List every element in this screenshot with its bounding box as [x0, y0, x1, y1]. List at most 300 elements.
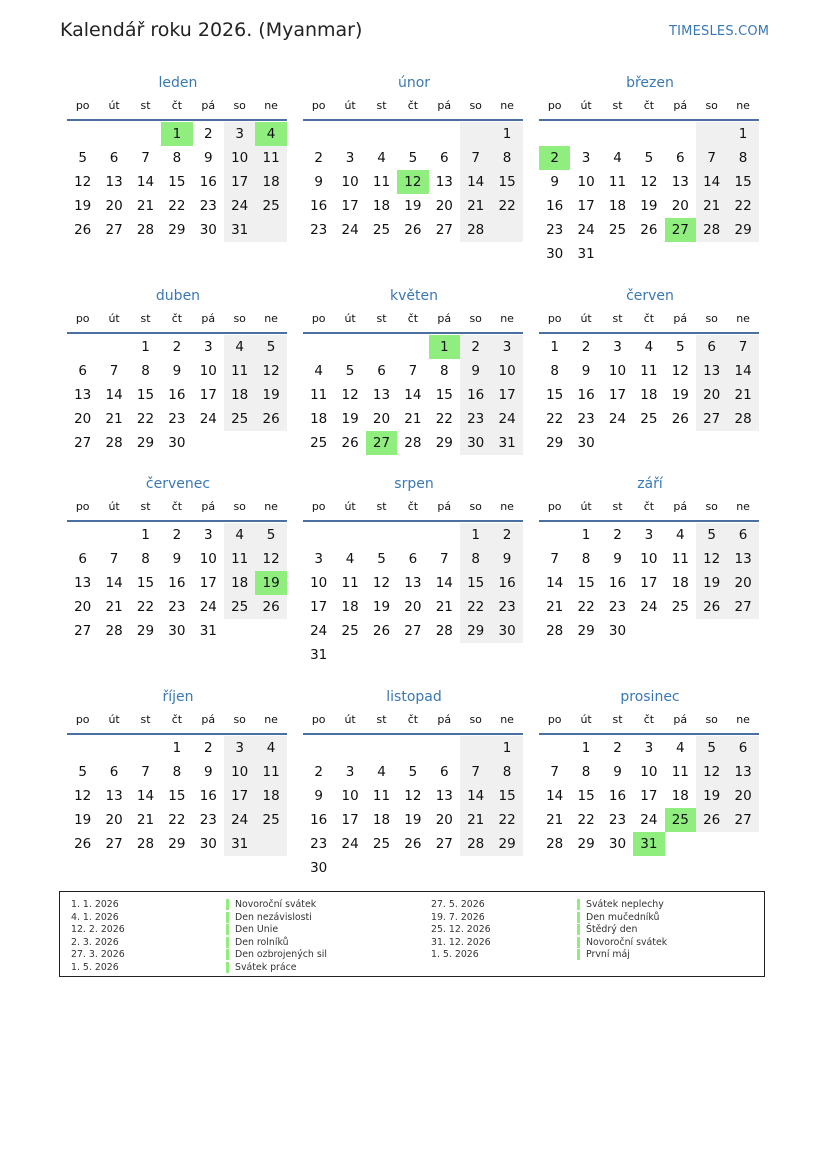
calendar-day: 26 — [74, 836, 92, 852]
legend-names-column — [577, 899, 667, 962]
calendar-day: 17 — [498, 387, 516, 403]
calendar-day: 31 — [310, 647, 328, 663]
calendar-day: 19 — [404, 812, 422, 828]
legend-date: 1. 5. 2026 — [71, 961, 119, 973]
weekday-label: so — [233, 713, 246, 726]
calendar-day: 1 — [581, 527, 591, 543]
calendar-day: 11 — [671, 764, 689, 780]
weekday-label: so — [469, 500, 482, 513]
weekday-label: čt — [407, 713, 419, 726]
calendar-day: 16 — [310, 812, 328, 828]
calendar-day: 15 — [546, 387, 564, 403]
calendar-day: 5 — [644, 150, 654, 166]
calendar-day: 24 — [608, 411, 627, 427]
calendar-day: 25 — [310, 435, 328, 451]
month-name: duben — [155, 288, 201, 304]
calendar-day: 5 — [408, 764, 418, 780]
calendar-day: 26 — [262, 599, 280, 615]
calendar-day: 2 — [581, 339, 591, 355]
calendar-day: 18 — [262, 788, 280, 804]
calendar-day: 30 — [608, 623, 627, 639]
weekday-label: po — [547, 713, 562, 726]
calendar-day: 9 — [471, 363, 480, 379]
month-name: říjen — [162, 689, 194, 705]
calendar-day: 4 — [345, 551, 355, 567]
calendar-day: 13 — [435, 174, 453, 190]
calendar-day: 31 — [199, 623, 217, 639]
calendar-day: 22 — [577, 812, 595, 828]
calendar-day: 30 — [608, 836, 627, 852]
calendar-day: 14 — [467, 788, 485, 804]
calendar-day: 11 — [310, 387, 328, 403]
calendar-day: 5 — [78, 150, 87, 166]
calendar-day: 24 — [231, 198, 249, 214]
weekday-label: ne — [264, 99, 278, 112]
weekday-label: čt — [171, 713, 183, 726]
holiday-day: 25 — [665, 808, 696, 832]
calendar-day: 26 — [341, 435, 359, 451]
weekday-label: út — [344, 312, 356, 325]
calendar-day: 15 — [467, 575, 485, 591]
weekday-label: st — [376, 312, 387, 325]
weekday-label: po — [311, 713, 326, 726]
calendar-day: 25 — [372, 836, 391, 852]
calendar-day: 8 — [172, 764, 182, 780]
weekday-label: st — [140, 312, 151, 325]
calendar-day: 6 — [439, 764, 449, 780]
calendar-day: 27 — [105, 222, 123, 238]
calendar-day: 27 — [74, 623, 92, 639]
calendar-day: 31 — [498, 435, 516, 451]
calendar-day: 29 — [734, 222, 752, 238]
month-8 — [539, 474, 761, 684]
calendar-day: 16 — [546, 198, 564, 214]
calendar-day: 29 — [136, 435, 155, 451]
legend-holiday-name: Den ozbrojených sil — [226, 949, 327, 960]
month-6 — [67, 474, 289, 684]
calendar-day: 10 — [341, 174, 359, 190]
calendar-day: 27 — [435, 222, 453, 238]
calendar-day: 26 — [703, 812, 721, 828]
weekday-label: so — [705, 99, 718, 112]
month-5 — [539, 286, 761, 496]
calendar-day: 8 — [581, 551, 591, 567]
calendar-day: 2 — [502, 527, 512, 543]
weekday-label: čt — [407, 99, 419, 112]
weekday-header — [539, 496, 759, 522]
calendar-day: 7 — [109, 363, 119, 379]
month-10 — [303, 687, 525, 897]
calendar-day: 23 — [498, 599, 516, 615]
calendar-day: 6 — [109, 764, 119, 780]
calendar-day: 23 — [199, 198, 217, 214]
calendar-day: 28 — [467, 836, 485, 852]
calendar-day: 23 — [608, 599, 627, 615]
calendar-day: 28 — [734, 411, 752, 427]
calendar-day: 31 — [231, 222, 249, 238]
calendar-day: 29 — [577, 836, 595, 852]
calendar-day: 16 — [168, 387, 186, 403]
calendar-day: 19 — [640, 198, 658, 214]
calendar-day: 20 — [105, 812, 123, 828]
calendar-day: 8 — [502, 764, 512, 780]
weekday-label: po — [75, 99, 90, 112]
weekday-header — [539, 95, 759, 121]
calendar-day: 22 — [577, 599, 595, 615]
weekday-label: ne — [500, 713, 514, 726]
weekday-label: čt — [407, 312, 419, 325]
calendar-day: 30 — [199, 222, 217, 238]
calendar-day: 9 — [172, 551, 182, 567]
calendar-day: 23 — [577, 411, 595, 427]
calendar-day: 29 — [467, 623, 485, 639]
calendar-day: 29 — [435, 435, 453, 451]
calendar-day: 26 — [703, 599, 721, 615]
holiday-day: 4 — [255, 122, 286, 146]
calendar-day: 21 — [435, 599, 453, 615]
calendar-day: 17 — [199, 575, 217, 591]
calendar-day: 15 — [498, 174, 516, 190]
calendar-day: 26 — [404, 836, 422, 852]
weekday-label: pá — [437, 312, 452, 325]
calendar-day: 14 — [404, 387, 422, 403]
calendar-day: 14 — [703, 174, 721, 190]
holiday-day: 27 — [665, 218, 696, 242]
calendar-day: 15 — [577, 575, 595, 591]
calendar-day: 20 — [105, 198, 123, 214]
weekday-label: po — [547, 500, 562, 513]
calendar-day: 26 — [671, 411, 689, 427]
legend-names-column — [226, 899, 327, 974]
weekday-label: st — [140, 500, 151, 513]
month-3 — [67, 286, 289, 496]
calendar-day: 28 — [703, 222, 721, 238]
calendar-day: 25 — [262, 198, 280, 214]
calendar-day: 7 — [439, 551, 449, 567]
weekday-label: út — [580, 500, 592, 513]
month-name: červenec — [145, 476, 211, 492]
calendar-day: 23 — [168, 411, 186, 427]
calendar-day: 5 — [266, 339, 276, 355]
weekday-label: so — [469, 312, 482, 325]
calendar-day: 28 — [404, 435, 422, 451]
calendar-day: 30 — [199, 836, 217, 852]
calendar-day: 10 — [310, 575, 328, 591]
calendar-day: 4 — [613, 150, 622, 166]
holiday-day: 1 — [429, 335, 460, 359]
calendar-day: 19 — [703, 575, 721, 591]
calendar-day: 4 — [644, 339, 654, 355]
calendar-day: 14 — [467, 174, 485, 190]
calendar-day: 18 — [372, 198, 391, 214]
weekday-header — [539, 709, 759, 735]
calendar-day: 22 — [168, 812, 186, 828]
legend-holiday-name: Den nezávislosti — [226, 912, 312, 923]
calendar-day: 4 — [235, 527, 244, 543]
weekday-label: ne — [736, 500, 750, 513]
calendar-day: 11 — [608, 174, 627, 190]
calendar-day: 9 — [613, 551, 622, 567]
calendar-day: 30 — [498, 623, 516, 639]
calendar-day: 7 — [141, 764, 150, 780]
calendar-day: 1 — [141, 527, 150, 543]
calendar-day: 17 — [199, 387, 217, 403]
weekday-label: čt — [643, 500, 655, 513]
calendar-day: 21 — [467, 198, 485, 214]
calendar-day: 16 — [199, 788, 217, 804]
weekday-label: po — [311, 312, 326, 325]
calendar-day: 6 — [408, 551, 418, 567]
calendar-day: 19 — [341, 411, 359, 427]
calendar-day: 31 — [231, 836, 249, 852]
calendar-day: 20 — [703, 387, 721, 403]
calendar-day: 9 — [172, 363, 182, 379]
calendar-day: 21 — [734, 387, 752, 403]
calendar-day: 13 — [734, 551, 752, 567]
calendar-day: 27 — [734, 599, 752, 615]
weekday-label: út — [108, 312, 120, 325]
calendar-day: 13 — [734, 764, 752, 780]
calendar-day: 10 — [199, 363, 217, 379]
calendar-day: 30 — [168, 623, 186, 639]
calendar-day: 2 — [314, 150, 323, 166]
weekday-label: st — [376, 99, 387, 112]
weekday-label: po — [75, 312, 90, 325]
calendar-day: 12 — [74, 788, 92, 804]
calendar-day: 12 — [703, 764, 721, 780]
calendar-day: 29 — [498, 836, 516, 852]
calendar-day: 24 — [640, 812, 658, 828]
calendar-day: 3 — [581, 150, 591, 166]
calendar-day: 16 — [498, 575, 516, 591]
month-11 — [539, 687, 761, 897]
calendar-day: 22 — [467, 599, 485, 615]
calendar-day: 21 — [467, 812, 485, 828]
calendar-day: 2 — [471, 339, 480, 355]
legend-holiday-name: Novoroční svátek — [577, 937, 667, 948]
calendar-day: 13 — [703, 363, 721, 379]
calendar-day: 19 — [74, 812, 92, 828]
weekday-label: st — [612, 312, 623, 325]
legend-holiday-name: První máj — [577, 949, 630, 960]
calendar-day: 3 — [502, 339, 512, 355]
calendar-day: 8 — [172, 150, 182, 166]
calendar-day: 29 — [168, 222, 186, 238]
calendar-day: 5 — [675, 339, 685, 355]
weekday-label: pá — [437, 500, 452, 513]
calendar-day: 5 — [266, 527, 276, 543]
weekday-label: pá — [673, 312, 688, 325]
weekday-header — [67, 709, 287, 735]
calendar-day: 17 — [341, 812, 359, 828]
month-name: únor — [397, 75, 431, 91]
calendar-day: 14 — [136, 174, 155, 190]
calendar-day: 4 — [377, 764, 386, 780]
calendar-day: 4 — [675, 740, 685, 756]
calendar-day: 11 — [262, 764, 280, 780]
calendar-day: 20 — [74, 599, 92, 615]
calendar-day: 14 — [105, 575, 123, 591]
calendar-day: 21 — [546, 812, 564, 828]
calendar-day: 4 — [377, 150, 386, 166]
calendar-day: 24 — [231, 812, 249, 828]
calendar-day: 1 — [471, 527, 480, 543]
calendar-day: 24 — [310, 623, 328, 639]
weekday-header — [539, 308, 759, 334]
calendar-day: 16 — [608, 575, 627, 591]
holiday-legend — [59, 891, 765, 977]
weekday-label: pá — [201, 500, 216, 513]
calendar-day: 8 — [502, 150, 512, 166]
legend-date: 1. 5. 2026 — [431, 949, 479, 960]
calendar-day: 17 — [608, 387, 627, 403]
calendar-day: 5 — [707, 740, 716, 756]
weekday-label: st — [612, 500, 623, 513]
calendar-day: 28 — [136, 836, 155, 852]
month-name: květen — [390, 288, 438, 304]
calendar-day: 18 — [231, 575, 249, 591]
calendar-day: 28 — [435, 623, 453, 639]
legend-dates-column — [431, 899, 491, 962]
calendar-day: 3 — [644, 527, 654, 543]
calendar-day: 11 — [372, 788, 391, 804]
calendar-day: 21 — [404, 411, 422, 427]
calendar-day: 21 — [105, 599, 123, 615]
calendar-day: 8 — [471, 551, 480, 567]
calendar-day: 24 — [199, 599, 217, 615]
calendar-day: 25 — [640, 411, 658, 427]
calendar-day: 11 — [671, 551, 689, 567]
calendar-day: 11 — [262, 150, 280, 166]
calendar-day: 6 — [109, 150, 119, 166]
calendar-day: 16 — [199, 174, 217, 190]
weekday-label: st — [612, 99, 623, 112]
calendar-day: 8 — [738, 150, 748, 166]
weekday-label: čt — [643, 713, 655, 726]
legend-date: 27. 3. 2026 — [71, 949, 125, 960]
calendar-day: 25 — [608, 222, 627, 238]
weekday-label: st — [140, 99, 151, 112]
weekday-header — [67, 95, 287, 121]
calendar-day: 4 — [675, 527, 685, 543]
calendar-day: 11 — [341, 575, 359, 591]
calendar-day: 18 — [671, 788, 689, 804]
weekday-label: st — [376, 713, 387, 726]
calendar-day: 24 — [341, 222, 359, 238]
weekday-label: po — [75, 500, 90, 513]
calendar-day: 17 — [640, 575, 658, 591]
calendar-day: 2 — [613, 527, 622, 543]
calendar-day: 14 — [734, 363, 752, 379]
calendar-day: 2 — [613, 740, 622, 756]
calendar-day: 28 — [546, 836, 564, 852]
calendar-day: 1 — [738, 126, 748, 142]
calendar-day: 18 — [262, 174, 280, 190]
calendar-day: 14 — [435, 575, 453, 591]
calendar-day: 3 — [203, 339, 213, 355]
weekday-header — [67, 496, 287, 522]
calendar-day: 23 — [310, 222, 328, 238]
calendar-day: 9 — [581, 363, 591, 379]
brand-link[interactable]: TIMESLES.COM — [669, 24, 770, 39]
month-name: srpen — [394, 476, 434, 492]
calendar-day: 25 — [262, 812, 280, 828]
weekday-label: so — [233, 312, 246, 325]
legend-date: 27. 5. 2026 — [431, 899, 485, 910]
calendar-day: 7 — [738, 339, 748, 355]
calendar-day: 20 — [435, 198, 453, 214]
calendar-day: 18 — [608, 198, 627, 214]
calendar-day: 10 — [231, 150, 249, 166]
weekday-label: ne — [264, 713, 278, 726]
calendar-day: 15 — [168, 174, 186, 190]
calendar-day: 15 — [136, 575, 155, 591]
calendar-day: 7 — [550, 551, 559, 567]
calendar-day: 9 — [203, 150, 213, 166]
calendar-day: 18 — [671, 575, 689, 591]
month-4 — [303, 286, 525, 496]
calendar-day: 19 — [74, 198, 92, 214]
calendar-day: 27 — [435, 836, 453, 852]
calendar-day: 9 — [613, 764, 622, 780]
weekday-label: po — [311, 500, 326, 513]
weekday-label: so — [469, 99, 482, 112]
calendar-day: 20 — [671, 198, 689, 214]
weekday-label: út — [108, 500, 120, 513]
calendar-day: 28 — [105, 435, 123, 451]
weekday-label: pá — [673, 713, 688, 726]
calendar-day: 9 — [502, 551, 512, 567]
calendar-day: 7 — [707, 150, 716, 166]
calendar-day: 12 — [262, 551, 280, 567]
calendar-day: 14 — [546, 788, 564, 804]
month-name: červen — [626, 288, 674, 304]
calendar-day: 18 — [341, 599, 359, 615]
weekday-label: pá — [201, 312, 216, 325]
calendar-day: 30 — [467, 435, 485, 451]
calendar-day: 2 — [203, 740, 213, 756]
calendar-day: 20 — [734, 575, 752, 591]
calendar-day: 28 — [467, 222, 485, 238]
weekday-label: po — [547, 312, 562, 325]
calendar-day: 7 — [471, 764, 480, 780]
calendar-day: 23 — [199, 812, 217, 828]
weekday-label: st — [376, 500, 387, 513]
legend-holiday-name: Svátek neplechy — [577, 899, 664, 910]
calendar-day: 26 — [404, 222, 422, 238]
weekday-header — [67, 308, 287, 334]
weekday-label: ne — [264, 312, 278, 325]
weekday-label: út — [108, 99, 120, 112]
calendar-day: 7 — [408, 363, 418, 379]
legend-date: 4. 1. 2026 — [71, 911, 119, 923]
weekday-label: čt — [407, 500, 419, 513]
calendar-day: 19 — [372, 599, 391, 615]
calendar-day: 24 — [498, 411, 516, 427]
calendar-day: 13 — [372, 387, 391, 403]
holiday-day: 19 — [255, 571, 286, 595]
calendar-day: 5 — [707, 527, 716, 543]
calendar-day: 3 — [644, 740, 654, 756]
calendar-day: 10 — [640, 764, 658, 780]
weekday-label: ne — [736, 99, 750, 112]
calendar-day: 11 — [231, 551, 249, 567]
calendar-day: 19 — [404, 198, 422, 214]
calendar-day: 1 — [581, 740, 591, 756]
calendar-day: 14 — [136, 788, 155, 804]
calendar-day: 25 — [341, 623, 359, 639]
calendar-day: 23 — [467, 411, 485, 427]
